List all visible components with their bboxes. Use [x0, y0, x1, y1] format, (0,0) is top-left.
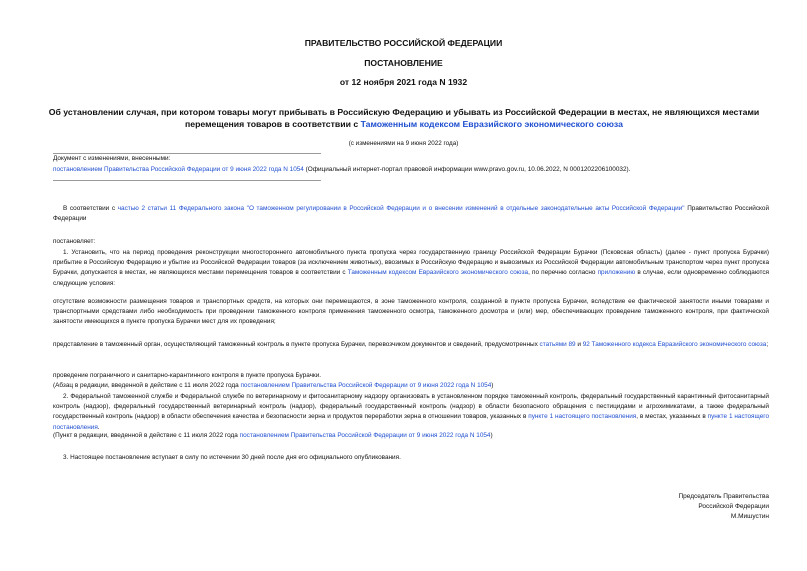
- item2-point1-link-b[interactable]: пункте 1 настоящего постановления: [53, 413, 769, 431]
- government-heading: ПРАВИТЕЛЬСТВО РОССИЙСКОЙ ФЕДЕРАЦИИ: [304, 38, 503, 48]
- document-type: ПОСТАНОВЛЕНИЕ: [364, 58, 443, 68]
- item-2: 2. Федеральной таможенной службе и Федеральной службе по ветеринарному и фитосанитарному надзору организовать в установленном порядке таможенный контроль, федеральный государственный карантинный фитосанитарный контроль (надзор), федеральный государственный ветеринарный контроль (надзор), федеральный государственный контроль (надзор) в области безопасного обращения с пестицидами и агрохимикатами, а также федеральный государственный контроль (надзор) в области обеспечения качества и безопасности зерна и продуктов переработки зерна в отношении товаров, указанных в пункте 1 настоящего постановления, в местах, указанных в пункте 1 настоящего постановления.: [53, 393, 769, 431]
- signature-name: М.Мишустин: [730, 513, 769, 520]
- condition-3-note: (Абзац в редакции, введенной в действие с 11 июля 2022 года постановлением Правительства Российской Федерации от 9 июня 2022 года N 1054): [53, 382, 494, 389]
- item1-customs-code-link[interactable]: Таможенным кодексом Евразийского экономического союза: [347, 269, 529, 277]
- article-89-link[interactable]: статьями 89: [539, 341, 576, 348]
- changes-label: Документ с изменениями, внесенными:: [53, 155, 171, 162]
- document-date-number: от 12 ноября 2021 года N 1932: [339, 77, 468, 87]
- appendix-link[interactable]: приложению: [597, 269, 636, 277]
- federal-law-link[interactable]: частью 2 статьи 11 Федерального закона "О таможенном регулировании в Российской Федерации и о внесении изменений в отдельные законодательные акты Российской Федерации": [117, 205, 685, 212]
- item-3: 3. Настоящее постановление вступает в силу по истечении 30 дней после дня его официального опубликования.: [63, 454, 401, 461]
- title-customs-code-link[interactable]: Таможенным кодексом Евразийского экономического союза: [360, 119, 623, 129]
- item-2-note: (Пункт в редакции, введенной в действие с 11 июля 2022 года постановлением Правительства Российской Федерации от 9 июня 2022 года N 1054): [53, 432, 493, 439]
- bottom-divider: [53, 180, 321, 181]
- changes-reference: постановлением Правительства Российской Федерации от 9 июня 2022 года N 1054 (Официальный интернет-портал правовой информации www.pravo.gov.ru, 10.06.2022, N 0001202206100032).: [53, 166, 631, 173]
- condition-1: отсутствие возможности размещения товаров и транспортных средств, на которых они перемещаются, в зоне таможенного контроля, созданной в пункте пропуска Бурачки, вследствие ее фактической занятости иными товарами и транспортными средствами либо необходимость при проведении таможенного контроля применения таможенного осмотра, таможенного досмотра и (или) мер, обеспечивающих проведение таможенного контроля, при фактической занятости имеющихся в пункте пропуска Бурачки мест для их проведения;: [53, 298, 769, 326]
- condition-2: представление в таможенный орган, осуществляющий таможенный контроль в пункте пропуска Бурачки, перевозчиком документов и сведений, предусмотренных статьями 89 и 92 Таможенного кодекса Евразийского экономического союза;: [53, 341, 769, 348]
- signature-organization: Российской Федерации: [698, 503, 769, 510]
- changes-decree-link[interactable]: постановлением Правительства Российской Федерации от 9 июня 2022 года N 1054: [53, 166, 304, 173]
- item2-point1-link-a[interactable]: пункте 1 настоящего постановления: [528, 413, 637, 421]
- item2-decree-link[interactable]: постановлением Правительства Российской Федерации от 9 июня 2022 года N 1054: [239, 432, 491, 439]
- article-92-link[interactable]: 92 Таможенного кодекса Евразийского экономического союза: [582, 341, 767, 348]
- cond3-decree-link[interactable]: постановлением Правительства Российской Федерации от 9 июня 2022 года N 1054: [240, 382, 492, 389]
- condition-3: проведение пограничного и санитарно-карантинного контроля в пункте пропуска Бурачки.: [53, 372, 322, 379]
- signature-position: Председатель Правительства: [678, 493, 769, 500]
- document-title: Об установлении случая, при котором товары могут прибывать в Российскую Федерацию и убывать из Российской Федерации в местах, не являющихся местами перемещения товаров в соответствии с Таможенным кодексом Евразийского экономического союза: [48, 107, 760, 129]
- preamble: В соответствии с частью 2 статьи 11 Федерального закона "О таможенном регулировании в Российской Федерации и о внесении изменений в отдельные законодательные акты Российской Федерации" Правительство Российской Федерации: [53, 205, 770, 223]
- signature-block: [678, 492, 769, 522]
- item-1: 1. Установить, что на период проведения реконструкции многостороннего автомобильного пункта пропуска через государственную границу Российской Федерации Бурачки (Псковская область) (далее - пункт пропуска Бурачки) прибытие в Российскую Федерацию и убытие из Российской Федерации товаров (за исключением животных), ввозимых в Российскую Федерацию и вывозимых из Российской Федерации автомобильным транспортом через пункт пропуска Бурачки, допускается в местах, не являющихся местами перемещения товаров в соответствии с Таможенным кодексом Евразийского экономического союза, по перечню согласно приложению в случае, если одновременно соблюдаются следующие условия:: [53, 249, 769, 287]
- edition-note: (с изменениями на 9 июня 2022 года): [348, 140, 459, 147]
- decrees-word: постановляет:: [53, 238, 96, 245]
